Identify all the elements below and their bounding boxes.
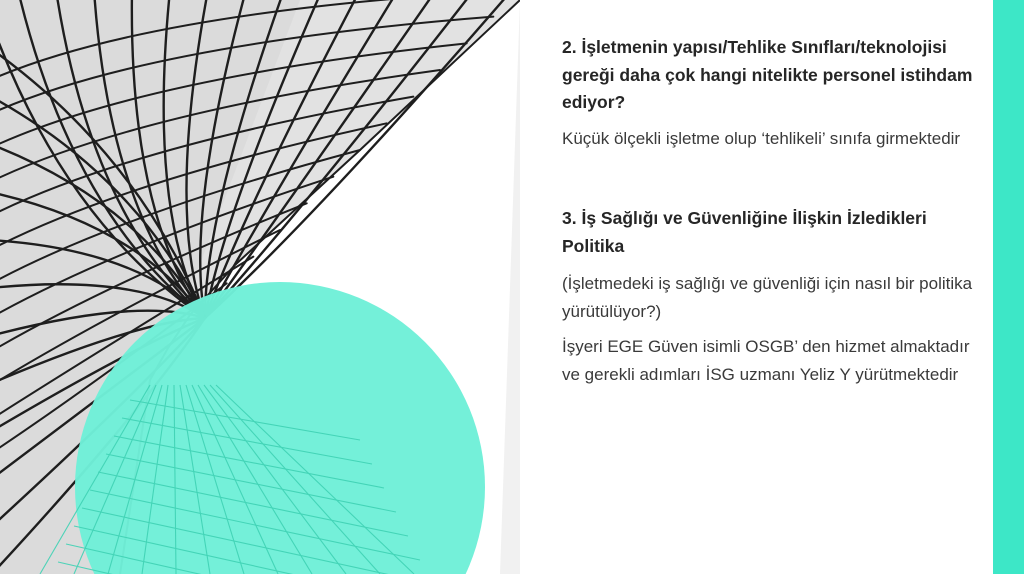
section-3-heading: 3. İş Sağlığı ve Güvenliğine İlişkin İzledikleri Politika [562,208,927,256]
content-panel [562,34,982,388]
section-2-answer: Küçük ölçekli işletme olup ‘tehlikeli’ sınıfa girmektedir [562,128,961,148]
section-2-heading: 2. İşletmenin yapısı/Tehlike Sınıfları/teknolojisi gereği daha çok hangi nitelikte personel istihdam ediyor? [562,37,973,112]
accent-side-bar [993,0,1024,574]
section-3-answer: İşyeri EGE Güven isimli OSGB’ den hizmet almaktadır ve gerekli adımları İSG uzmanı Yeliz Y yürütmektedir [562,337,970,384]
section-3-question: (İşletmedeki iş sağlığı ve güvenliği için nasıl bir politika yürütülüyor?) [562,274,973,321]
